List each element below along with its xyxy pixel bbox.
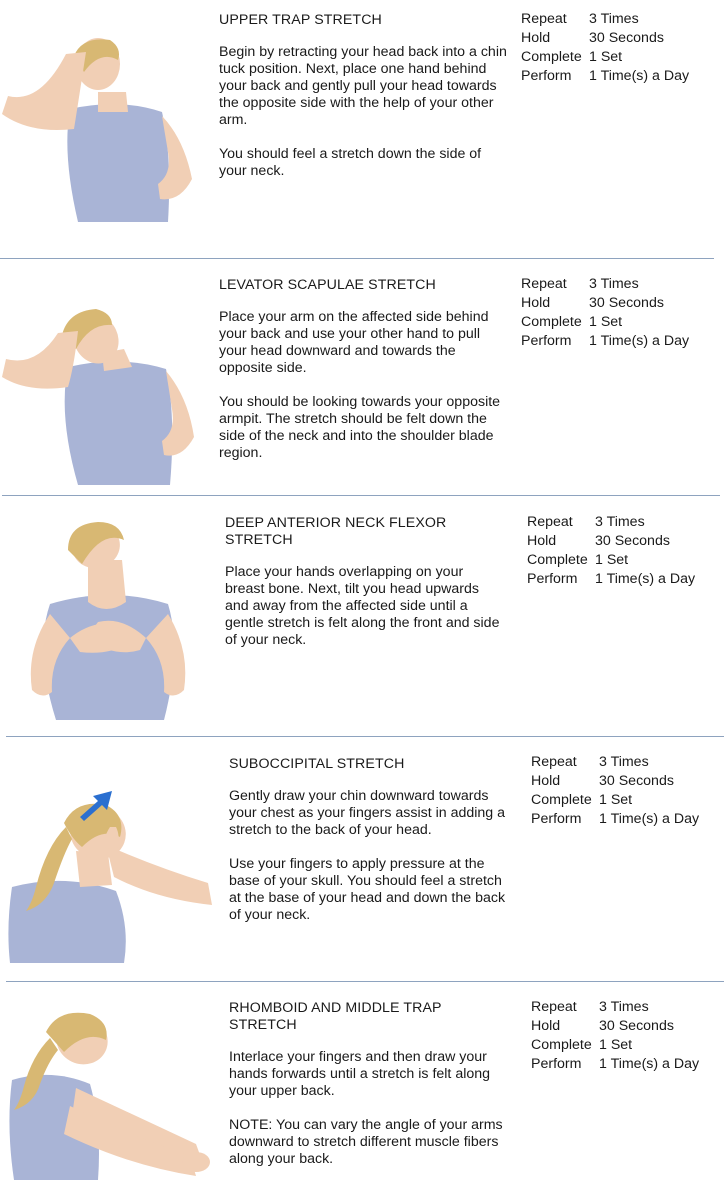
dosage-label: Perform	[527, 571, 578, 587]
exercise-text-upper-trap	[219, 12, 509, 197]
exercise-dosage	[527, 513, 695, 589]
dosage-label: Complete	[527, 552, 588, 568]
dosage-value: 30 Seconds	[599, 1018, 674, 1034]
dosage-value: 3 Times	[595, 514, 645, 530]
dosage-label: Perform	[521, 68, 572, 84]
dosage-value: 1 Set	[599, 792, 633, 808]
exercise-instruction: NOTE: You can vary the angle of your arms downward to stretch different muscle fibers along your back.	[229, 1117, 503, 1167]
dosage-label: Complete	[531, 792, 592, 808]
dosage-label: Repeat	[531, 999, 577, 1015]
exercise-photo-upper-trap	[0, 34, 200, 224]
dosage-value: 30 Seconds	[599, 773, 674, 789]
dosage-label: Hold	[531, 1018, 561, 1034]
dosage-value: 30 Seconds	[589, 30, 664, 46]
dosage-label: Repeat	[521, 11, 567, 27]
exercise-instruction: Use your fingers to apply pressure at the base of your skull. You should feel a stretch at the base of your head and down the back of your neck.	[229, 856, 506, 923]
exercise-dosage	[521, 275, 689, 351]
dosage-value: 3 Times	[589, 276, 639, 292]
exercise-title: SUBOCCIPITAL STRETCH	[229, 756, 405, 772]
dosage-value: 1 Time(s) a Day	[595, 571, 696, 587]
exercise-dosage	[521, 10, 689, 86]
dosage-value: 30 Seconds	[595, 533, 670, 549]
dosage-value: 30 Seconds	[589, 295, 664, 311]
dosage-label: Hold	[521, 295, 551, 311]
exercise-title: LEVATOR SCAPULAE STRETCH	[219, 277, 436, 293]
dosage-label: Perform	[531, 811, 582, 827]
dosage-value: 1 Time(s) a Day	[589, 68, 690, 84]
dosage-label: Hold	[527, 533, 557, 549]
dosage-value: 1 Time(s) a Day	[589, 333, 690, 349]
exercise-photo-suboccipital	[6, 787, 214, 965]
dosage-label: Hold	[531, 773, 561, 789]
dosage-label: Perform	[521, 333, 572, 349]
dosage-value: 1 Set	[599, 1037, 633, 1053]
exercise-rhomboid-middle-trap	[0, 982, 726, 1180]
dosage-value: 3 Times	[589, 11, 639, 27]
exercise-instruction: Place your arm on the affected side behind your back and use your other hand to pull your head downward and towards the opposite side.	[219, 309, 489, 376]
exercise-title: DEEP ANTERIOR NECK FLEXOR STRETCH	[225, 515, 447, 548]
exercise-levator-scapulae	[0, 259, 726, 495]
exercise-instruction: Interlace your fingers and then draw your hands forwards until a stretch is felt along your upper back.	[229, 1049, 491, 1099]
exercise-instruction: Place your hands overlapping on your breast bone. Next, tilt you head upwards and away from the affected side until a gentle stretch is felt along the front and side of your neck.	[225, 564, 500, 648]
dosage-value: 3 Times	[599, 999, 649, 1015]
dosage-label: Perform	[531, 1056, 582, 1072]
dosage-label: Repeat	[527, 514, 573, 530]
exercise-deep-anterior-neck-flexor	[0, 496, 726, 736]
dosage-label: Complete	[521, 49, 582, 65]
dosage-label: Complete	[521, 314, 582, 330]
dosage-label: Repeat	[521, 276, 567, 292]
exercise-instruction: Gently draw your chin downward towards your chest as your fingers assist in adding a stretch to the back of your head.	[229, 788, 506, 838]
exercise-photo-deep-anterior-neck-flexor	[22, 520, 192, 722]
dosage-value: 1 Set	[595, 552, 629, 568]
dosage-value: 3 Times	[599, 754, 649, 770]
exercise-photo-levator-scapulae	[0, 305, 200, 487]
exercise-dosage	[531, 998, 699, 1074]
exercise-text-deep-anterior-neck-flexor	[225, 515, 505, 666]
exercise-suboccipital	[0, 737, 726, 981]
exercise-instruction: Begin by retracting your head back into a chin tuck position. Next, place one hand behind your back and gently pull your head towards the opposite side with the help of your other arm.	[219, 44, 507, 128]
dosage-value: 1 Time(s) a Day	[599, 1056, 700, 1072]
dosage-value: 1 Set	[589, 49, 623, 65]
exercise-text-suboccipital	[229, 756, 511, 941]
dosage-label: Hold	[521, 30, 551, 46]
dosage-label: Complete	[531, 1037, 592, 1053]
exercise-dosage	[531, 753, 699, 829]
exercise-text-rhomboid-middle-trap	[229, 1000, 509, 1185]
dosage-label: Repeat	[531, 754, 577, 770]
dosage-value: 1 Set	[589, 314, 623, 330]
exercise-instruction: You should be looking towards your opposite armpit. The stretch should be felt down the side of the neck and into the shoulder blade region.	[219, 394, 501, 461]
exercise-title: RHOMBOID AND MIDDLE TRAP STRETCH	[229, 1000, 442, 1033]
exercise-title: UPPER TRAP STRETCH	[219, 12, 382, 28]
exercise-text-levator-scapulae	[219, 277, 509, 479]
exercise-photo-rhomboid-middle-trap	[6, 1006, 212, 1180]
dosage-value: 1 Time(s) a Day	[599, 811, 700, 827]
exercise-instruction: You should feel a stretch down the side of your neck.	[219, 146, 482, 179]
exercise-upper-trap	[0, 0, 726, 258]
